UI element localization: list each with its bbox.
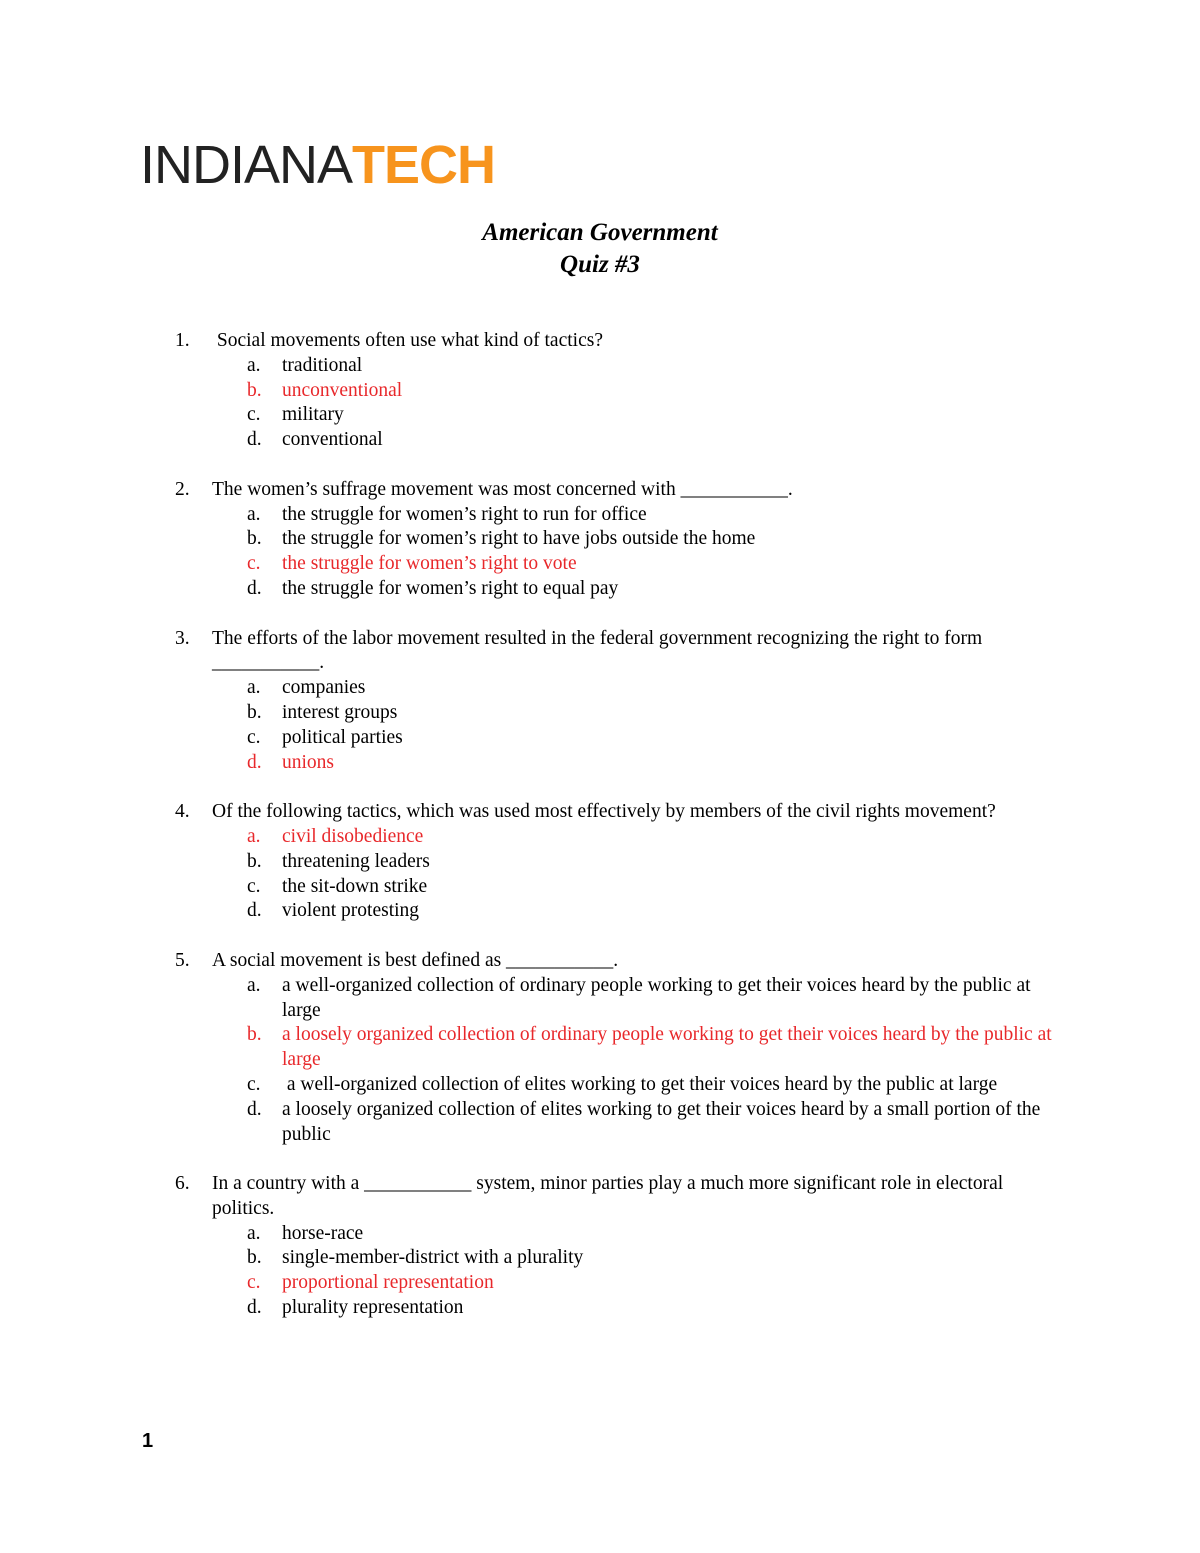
option-letter: a. xyxy=(247,503,261,525)
answer-option xyxy=(212,577,1057,602)
option-text: a well-organized collection of ordinary people working to get their voices heard by the public at large xyxy=(282,974,1036,1021)
logo-text-tech: TECH xyxy=(352,135,496,195)
answer-options xyxy=(212,354,1022,453)
option-text: interest groups xyxy=(282,701,398,723)
answer-option-correct xyxy=(212,1271,1057,1296)
option-text: the struggle for women’s right to run for office xyxy=(282,503,647,525)
answer-option xyxy=(212,1246,1057,1271)
option-text: horse-race xyxy=(282,1222,364,1244)
option-text: companies xyxy=(282,677,366,699)
question-number: 6. xyxy=(175,1173,190,1195)
option-text: plurality representation xyxy=(282,1297,464,1319)
question-number: 1. xyxy=(175,330,190,351)
question-number: 4. xyxy=(175,801,190,823)
option-letter: a. xyxy=(247,974,261,996)
option-letter: c. xyxy=(247,1272,261,1294)
answer-option xyxy=(212,850,1057,875)
question-number: 5. xyxy=(175,949,190,971)
answer-option xyxy=(212,676,1057,701)
quiz-question xyxy=(0,478,1022,602)
option-letter: c. xyxy=(247,726,261,748)
option-text: civil disobedience xyxy=(282,825,424,847)
option-letter: d. xyxy=(247,429,262,451)
answer-option xyxy=(212,354,1057,379)
answer-option xyxy=(212,403,1057,428)
quiz-question xyxy=(0,949,1057,1147)
option-text: violent protesting xyxy=(282,900,420,922)
answer-option-correct xyxy=(212,379,1057,404)
option-text: the struggle for women’s right to have jobs outside the home xyxy=(282,528,756,550)
option-letter: a. xyxy=(247,354,261,376)
answer-options xyxy=(212,825,1022,924)
option-text: conventional xyxy=(282,429,383,451)
quiz-question-list xyxy=(0,329,1200,1346)
quiz-question xyxy=(0,1172,1022,1321)
answer-options xyxy=(212,974,1057,1148)
option-letter: c. xyxy=(247,404,261,426)
answer-option-correct xyxy=(212,751,1057,776)
answer-option xyxy=(212,428,1057,453)
question-text: The women’s suffrage movement was most concerned with ___________. xyxy=(212,478,793,500)
question-text: A social movement is best defined as ___________. xyxy=(212,949,619,971)
option-letter: d. xyxy=(247,1297,262,1319)
option-text: a loosely organized collection of ordinary people working to get their voices heard by the public at large xyxy=(282,1024,1057,1071)
option-text: military xyxy=(282,404,344,426)
quiz-question xyxy=(0,627,1022,776)
answer-options xyxy=(212,676,1022,775)
answer-options xyxy=(212,1222,1022,1321)
question-number: 2. xyxy=(175,478,190,500)
answer-option-correct xyxy=(212,825,1057,850)
option-letter: a. xyxy=(247,677,261,699)
option-letter: d. xyxy=(247,900,262,922)
option-text: unions xyxy=(282,751,335,773)
question-text: In a country with a ___________ system, minor parties play a much more significant role in electoral politics. xyxy=(212,1173,1009,1219)
option-text: single-member-district with a plurality xyxy=(282,1247,584,1269)
question-text: The efforts of the labor movement resulted in the federal government recognizing the right to form ___________. xyxy=(212,627,988,674)
answer-options xyxy=(212,503,1022,602)
option-letter: b. xyxy=(247,1024,262,1046)
document-title: American Government xyxy=(482,219,718,246)
option-text: a well-organized collection of elites working to get their voices heard by the public at large xyxy=(282,1073,998,1095)
option-text: the struggle for women’s right to equal pay xyxy=(282,577,619,599)
option-letter: b. xyxy=(247,850,262,872)
option-letter: c. xyxy=(247,1073,261,1095)
quiz-question xyxy=(0,800,1022,924)
answer-option xyxy=(212,1073,1057,1098)
answer-option xyxy=(212,1222,1057,1247)
quiz-subtitle: Quiz #3 xyxy=(560,251,640,278)
answer-option xyxy=(212,726,1057,751)
option-letter: b. xyxy=(247,1247,262,1269)
answer-option xyxy=(212,875,1057,900)
option-letter: d. xyxy=(247,1098,262,1120)
answer-option xyxy=(212,1098,1057,1148)
option-letter: b. xyxy=(247,701,262,723)
answer-option xyxy=(212,974,1057,1024)
option-letter: a. xyxy=(247,1222,261,1244)
answer-option xyxy=(212,899,1057,924)
option-text: unconventional xyxy=(282,379,403,401)
option-text: political parties xyxy=(282,726,403,748)
option-text: the struggle for women’s right to vote xyxy=(282,553,577,575)
question-text: Of the following tactics, which was used most effectively by members of the civil rights movement? xyxy=(212,801,996,823)
option-text: a loosely organized collection of elites working to get their voices heard by a small portion of the public xyxy=(282,1098,1046,1145)
option-text: traditional xyxy=(282,354,363,376)
option-text: the sit-down strike xyxy=(282,875,428,897)
question-text: Social movements often use what kind of tactics? xyxy=(212,330,603,351)
option-letter: b. xyxy=(247,379,262,401)
option-text: proportional representation xyxy=(282,1272,494,1294)
answer-option xyxy=(212,527,1057,552)
option-letter: d. xyxy=(247,577,262,599)
page-number: 1 xyxy=(142,1430,154,1452)
indiana-tech-logo xyxy=(140,135,496,195)
answer-option-correct xyxy=(212,1023,1057,1073)
logo-text-indiana: INDIANA xyxy=(140,135,353,195)
option-letter: c. xyxy=(247,553,261,575)
option-letter: b. xyxy=(247,528,262,550)
option-letter: a. xyxy=(247,825,261,847)
option-text: threatening leaders xyxy=(282,850,430,872)
question-number: 3. xyxy=(175,627,190,649)
answer-option xyxy=(212,503,1057,528)
quiz-question xyxy=(0,329,1022,453)
answer-option-correct xyxy=(212,552,1057,577)
option-letter: d. xyxy=(247,751,262,773)
answer-option xyxy=(212,1296,1057,1321)
option-letter: c. xyxy=(247,875,261,897)
answer-option xyxy=(212,701,1057,726)
